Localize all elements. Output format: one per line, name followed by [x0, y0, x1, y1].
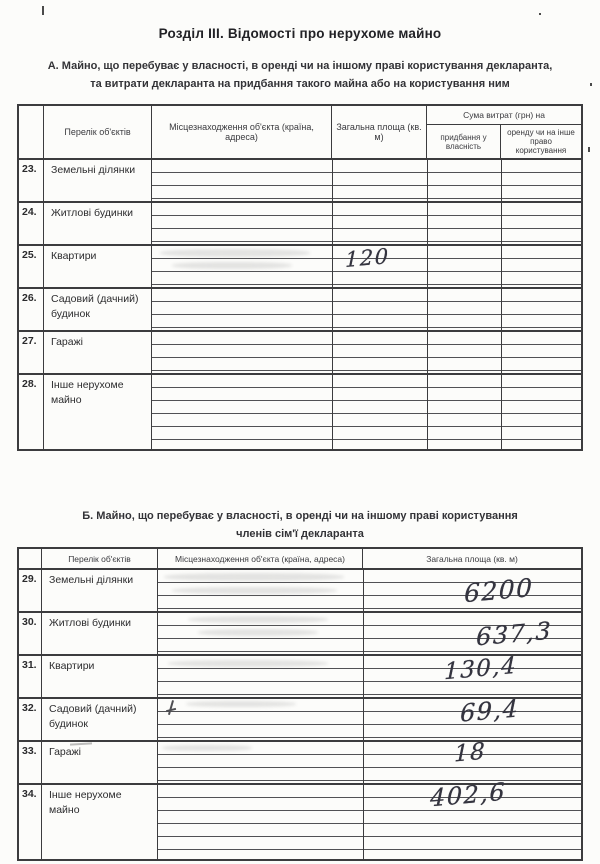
row-label: Гаражі — [42, 742, 158, 783]
cost-rent-cell — [501, 246, 581, 287]
scan-speck — [42, 6, 44, 15]
cost-rent-cell — [501, 375, 581, 449]
row-label: Інше нерухоме майно — [42, 785, 158, 859]
table-row-23 — [19, 160, 581, 203]
cost-purchase-cell — [427, 203, 501, 244]
cost-purchase-cell — [427, 375, 501, 449]
cost-rent-cell — [501, 160, 581, 201]
location-cell — [152, 203, 332, 244]
section-a-heading-line2: та витрати декларанта на придбання такого майна або на користування ним — [90, 77, 510, 90]
row-label: Квартири — [42, 656, 158, 697]
location-cell — [158, 742, 363, 783]
pen-scribble — [166, 700, 176, 715]
area-cell — [332, 246, 427, 287]
scan-smudge — [172, 262, 292, 269]
section-b-heading-line2: членів сім'ї декларанта — [236, 527, 364, 540]
cost-purchase-cell — [427, 289, 501, 330]
table-row-31 — [19, 653, 581, 699]
scan-speck — [588, 147, 590, 152]
table-row-25 — [19, 246, 581, 289]
location-cell — [152, 332, 332, 373]
location-cell — [158, 613, 363, 654]
scan-smudge — [160, 249, 310, 257]
table-row-34 — [19, 777, 581, 859]
row-label: Земельні ділянки — [44, 160, 152, 201]
table-row-24 — [19, 203, 581, 246]
header-costs-group-label: Сума витрат (грн) на — [427, 106, 581, 125]
header-total-area: Загальна площа (кв. м) — [332, 106, 427, 158]
header-location: Місцезнаходження об'єкта (країна, адреса) — [152, 106, 332, 158]
row-label: Житлові будинки — [44, 203, 152, 244]
area-cell — [363, 694, 581, 740]
header-costs-group — [427, 106, 581, 158]
location-cell — [158, 785, 363, 859]
handwritten-area-value: 120 — [344, 244, 390, 273]
row-number: 24. — [19, 203, 44, 244]
table-row-30 — [19, 613, 581, 656]
row-number: 33. — [19, 742, 42, 783]
location-cell — [158, 699, 363, 740]
row-label: Інше нерухоме майно — [44, 375, 152, 449]
handwritten-area-value: 6200 — [463, 573, 534, 609]
area-cell — [363, 653, 581, 697]
header-objects: Перелік об'єктів — [42, 549, 158, 568]
section-b-heading — [0, 508, 600, 543]
row-number: 26. — [19, 289, 44, 330]
row-number: 25. — [19, 246, 44, 287]
location-cell — [152, 375, 332, 449]
cost-rent-cell — [501, 203, 581, 244]
table-row-28 — [19, 375, 581, 449]
area-cell — [363, 613, 581, 654]
header-location: Місцезнаходження об'єкта (країна, адреса) — [158, 549, 363, 568]
area-cell — [332, 289, 427, 330]
header-cost-purchase: придбання у власність — [427, 125, 501, 158]
location-cell — [152, 246, 332, 287]
row-label: Квартири — [44, 246, 152, 287]
location-cell — [152, 160, 332, 201]
table-row-26 — [19, 289, 581, 332]
location-cell — [158, 570, 363, 611]
page-title: Розділ III. Відомості про нерухоме майно — [158, 26, 442, 41]
cost-purchase-cell — [427, 246, 501, 287]
header-row-number-column — [19, 549, 42, 568]
cost-purchase-cell — [427, 332, 501, 373]
area-cell — [363, 738, 581, 783]
table-row-29 — [19, 570, 581, 613]
row-number: 28. — [19, 375, 44, 449]
cost-purchase-cell — [427, 160, 501, 201]
area-cell — [332, 332, 427, 373]
row-number: 30. — [19, 613, 42, 654]
area-cell — [332, 203, 427, 244]
scan-speck — [539, 13, 541, 15]
row-number: 32. — [19, 699, 42, 740]
row-number: 23. — [19, 160, 44, 201]
section-b-heading-line1: Б. Майно, що перебуває у власності, в оренді чи на іншому праві користування — [82, 510, 518, 523]
handwritten-area-value: 18 — [453, 738, 487, 768]
area-cell — [332, 160, 427, 201]
handwritten-area-value: 69,4 — [459, 694, 520, 729]
cost-rent-cell — [501, 289, 581, 330]
row-label: Гаражі — [44, 332, 152, 373]
section-a-heading-line1: А. Майно, що перебуває у власності, в оренді чи на іншому праві користування декларанта, — [47, 60, 553, 72]
row-label: Житлові будинки — [42, 613, 158, 654]
table-a-header — [19, 106, 581, 160]
header-total-area: Загальна площа (кв. м) — [426, 553, 518, 564]
header-cost-rent: оренду чи на інше право користування — [507, 128, 575, 156]
section-a-heading — [0, 58, 600, 93]
header-objects: Перелік об'єктів — [44, 106, 152, 158]
cost-rent-cell — [501, 332, 581, 373]
row-number: 34. — [19, 785, 42, 859]
area-cell — [332, 375, 427, 449]
handwritten-area-value: 130,4 — [443, 653, 518, 686]
location-cell — [152, 289, 332, 330]
scan-speck — [590, 83, 592, 86]
handwritten-area-value: 637,3 — [475, 616, 553, 652]
location-cell — [158, 656, 363, 697]
row-number: 31. — [19, 656, 42, 697]
row-label: Садовий (дачний) будинок — [42, 699, 158, 740]
area-cell — [363, 570, 581, 611]
table-a — [17, 104, 583, 451]
table-b — [17, 547, 583, 861]
header-row-number-column — [19, 106, 44, 158]
handwritten-area-value: 402,6 — [429, 777, 507, 813]
row-label: Земельні ділянки — [42, 570, 158, 611]
table-row-32 — [19, 694, 581, 742]
row-number: 29. — [19, 570, 42, 611]
row-label: Садовий (дачний) будинок — [44, 289, 152, 330]
row-number: 27. — [19, 332, 44, 373]
area-cell — [363, 777, 581, 859]
table-b-header — [19, 549, 581, 570]
table-row-27 — [19, 332, 581, 375]
